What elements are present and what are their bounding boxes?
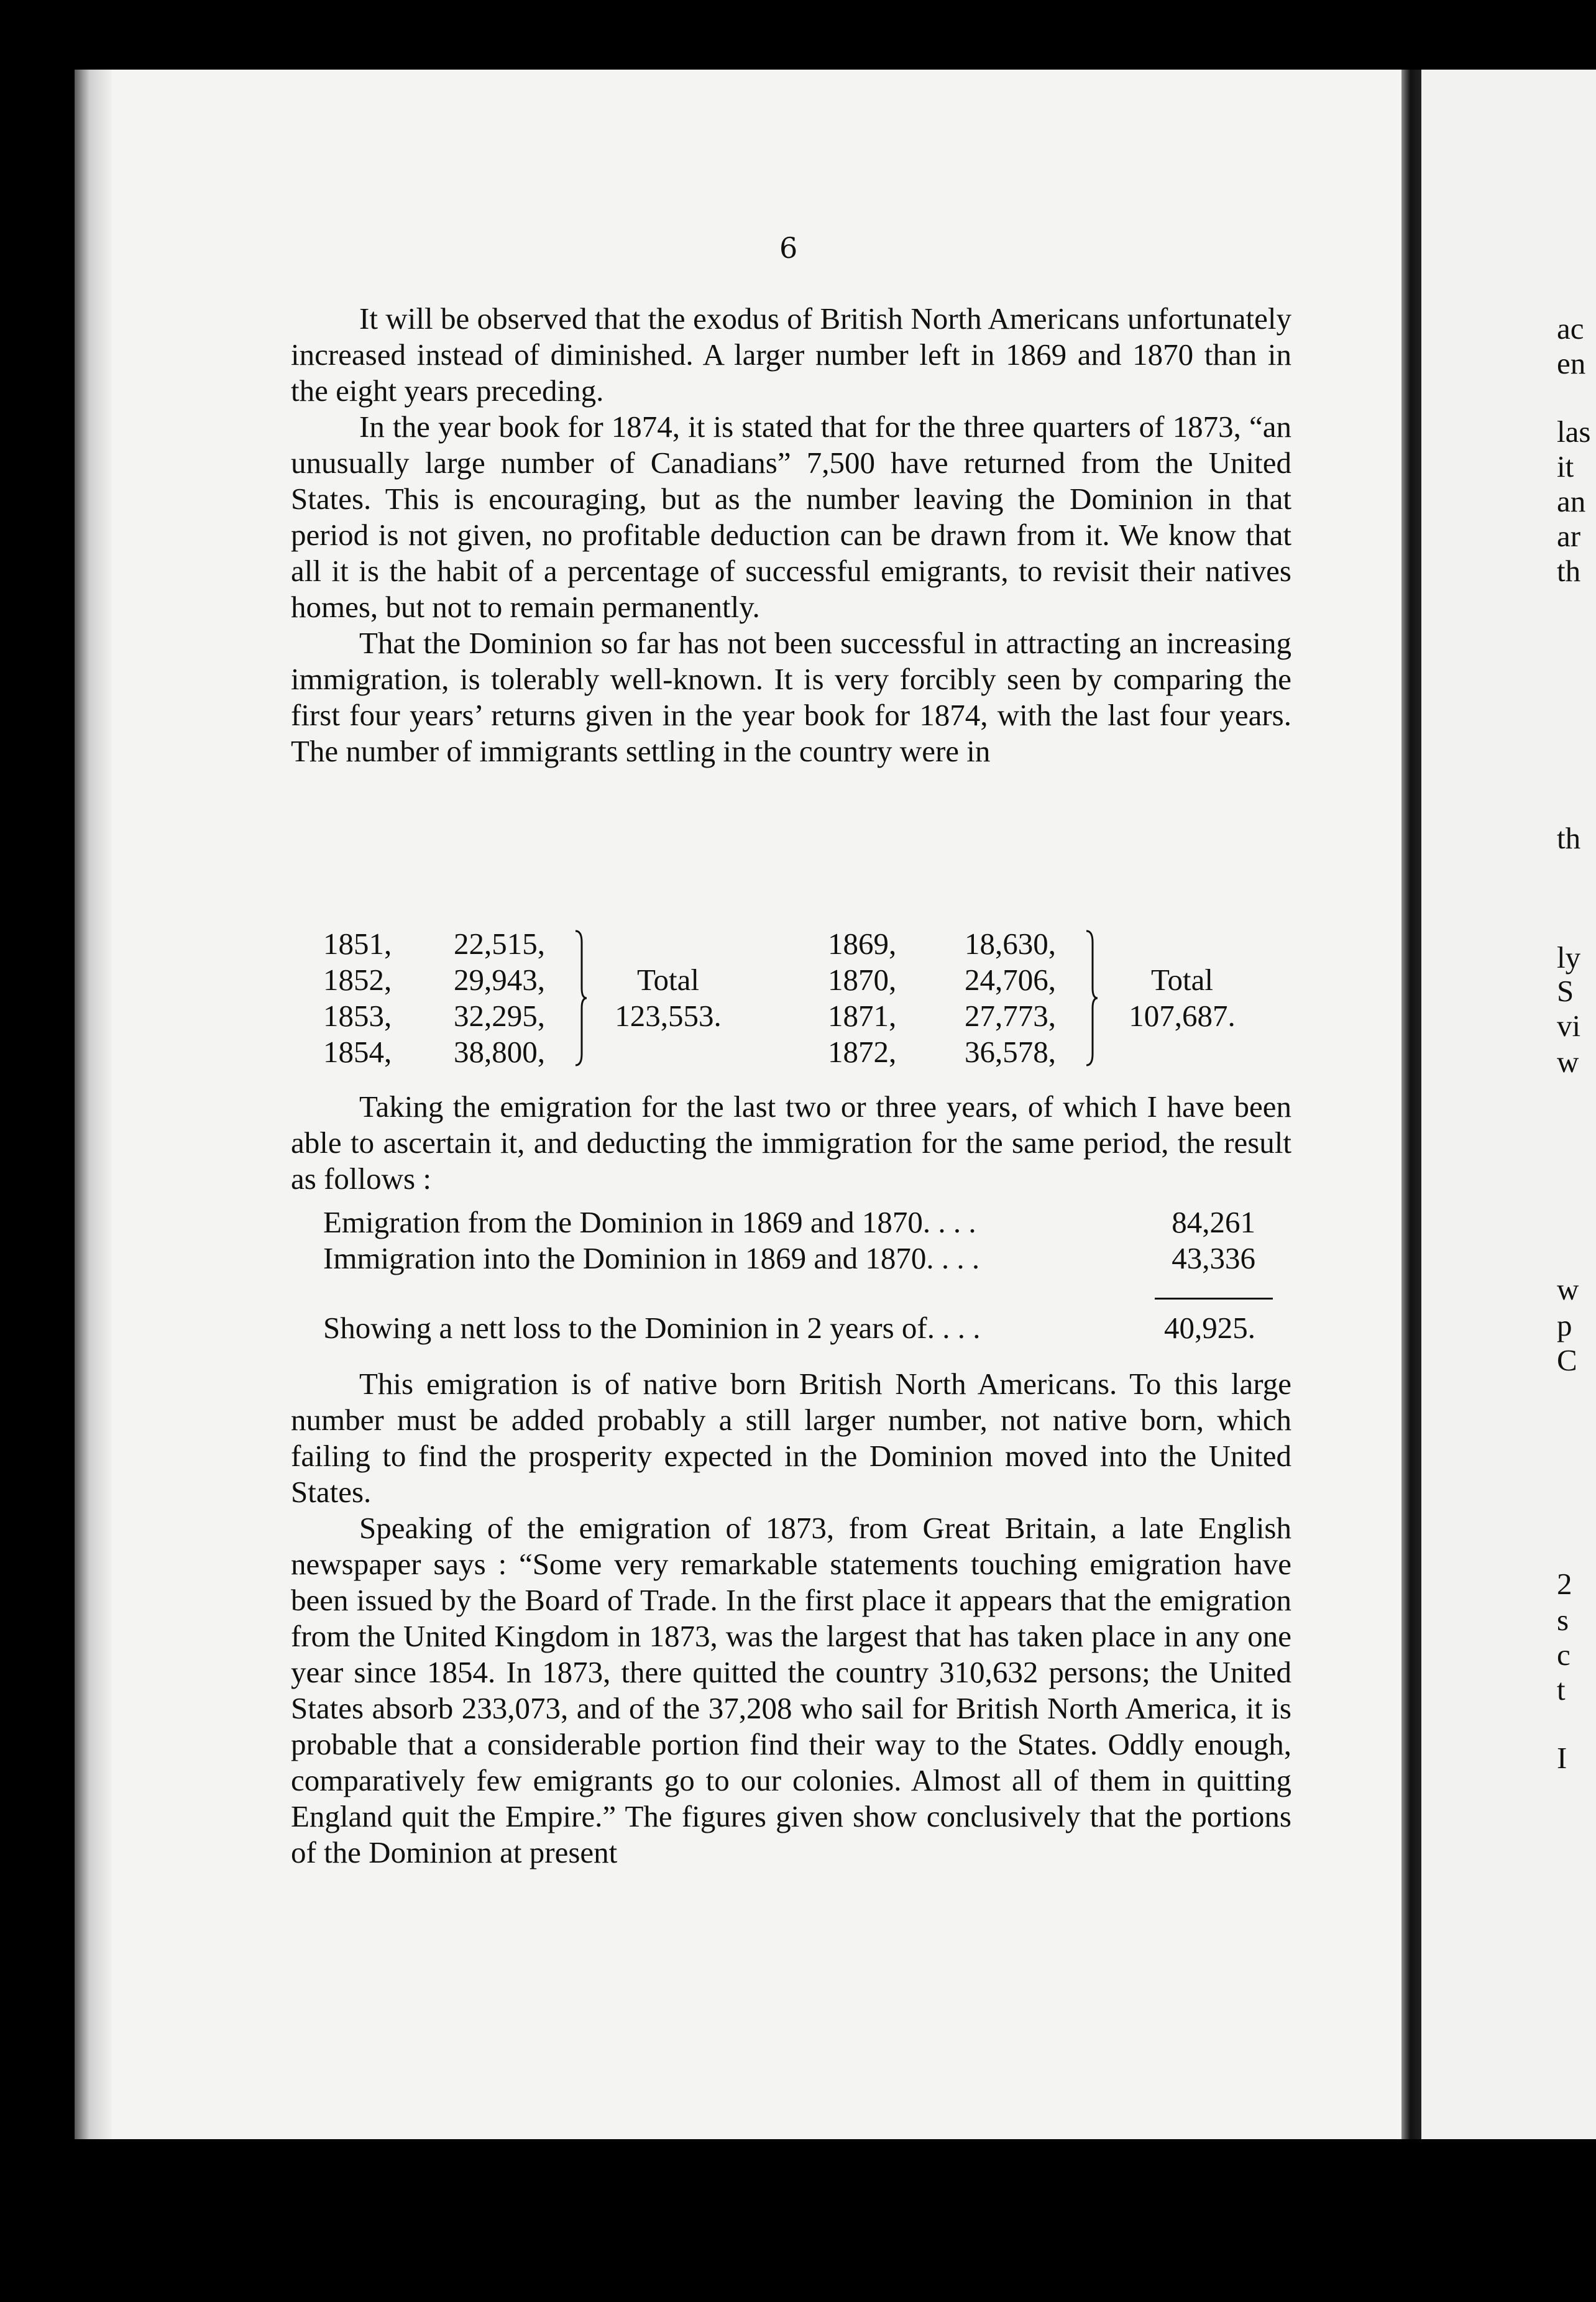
paragraph-newspaper-quote: Speaking of the emigration of 1873, from Great Britain, a late English newspaper says : “Some very remarkable statements touching emigration have been issued by the Board of Trade. In the first place it appears that the emigration from the United Kingdom in 1873, was the largest that has taken place in any one year since 1854. In 1873, there quitted the country 310,632 persons; the United States absorb 233,073, and of the 37,208 who sail for British North America, it is probable that a considerable portion find their way to the States. Oddly enough, comparatively few emigrants go to our colonies. Almost all of them in quitting England quit the Empire.” The figures given show conclusively that the portions of the Dominion at present — [291, 1511, 1291, 1869]
paragraph-immigration: That the Dominion so far has not been successful in attracting an increasing immigration, is tolerably well-known. It is very forcibly seen by comparing the first four years’ returns given in the year book for 1874, with the last four years. The number of immigrants settling in the country were in — [291, 626, 1291, 768]
table-cell: 1870, — [828, 963, 897, 997]
fragment: las — [1557, 415, 1591, 449]
summary-value: 43,336 — [1172, 1241, 1255, 1275]
table-last-four-years — [828, 926, 1275, 1075]
table-cell: 22,515, — [454, 927, 545, 961]
table-cell: 1852, — [323, 963, 392, 997]
table-left-years — [323, 926, 392, 1070]
summary-label: Immigration into the Dominion in 1869 and 1870. . . . — [323, 1241, 980, 1275]
brace-icon — [1084, 930, 1099, 1066]
table-left-total-value: 123,553. — [615, 999, 722, 1033]
emigration-summary — [323, 1204, 1255, 1345]
paragraph-emigration-intro: Taking the emigration for the last two or three years, of which I have been able to ascertain it, and deducting the immigration for the same period, the result as follows : — [291, 1089, 1291, 1196]
table-cell: 29,943, — [454, 963, 545, 997]
fragment: s — [1557, 1603, 1569, 1637]
table-first-four-years — [323, 926, 771, 1075]
table-right-values — [965, 926, 1056, 1070]
paragraph-emigration-intro-wrap — [291, 1089, 1291, 1197]
table-left-total-label: Total — [637, 963, 699, 997]
fragment: w — [1557, 1045, 1579, 1079]
fragment: t — [1557, 1672, 1566, 1707]
table-cell: 27,773, — [965, 999, 1056, 1033]
table-right-total-label: Total — [1151, 963, 1213, 997]
table-cell: 18,630, — [965, 927, 1056, 961]
table-cell: 1854, — [323, 1035, 392, 1069]
page-gutter — [1401, 70, 1421, 2139]
table-left-values — [454, 926, 545, 1070]
fragment: en — [1557, 346, 1586, 380]
immigration-tables — [323, 926, 1293, 1075]
fragment: w — [1557, 1272, 1579, 1306]
summary-value: 84,261 — [1172, 1205, 1255, 1239]
summary-row — [323, 1204, 1255, 1240]
table-cell: 1851, — [323, 927, 392, 961]
table-right-years — [828, 926, 896, 1070]
table-cell: 1872, — [828, 1035, 897, 1069]
closing-text — [291, 1366, 1291, 1871]
table-cell: 32,295, — [454, 999, 545, 1033]
fragment: ac — [1557, 311, 1584, 346]
table-right-total-value: 107,687. — [1129, 999, 1236, 1033]
fragment: vi — [1557, 1009, 1581, 1043]
binding-edge — [75, 70, 112, 2139]
fragment: it — [1557, 449, 1574, 484]
fragment: th — [1557, 554, 1581, 588]
summary-net-label: Showing a nett loss to the Dominion in 2 years of. . . . — [323, 1311, 981, 1345]
paragraph-exodus: It will be observed that the exodus of British North Americans unfortunately increased instead of diminished. A larger number left in 1869 and 1870 than in the eight years preceding. — [291, 301, 1291, 408]
fragment: I — [1557, 1741, 1567, 1775]
fragment: S — [1557, 974, 1574, 1008]
paragraph-native-born: This emigration is of native born British North Americans. To this large number must be added probably a still larger number, not native born, which failing to find the prosperity expected in the Dominion moved into the United States. — [291, 1367, 1291, 1509]
table-cell: 38,800, — [454, 1035, 545, 1069]
summary-net-row — [323, 1310, 1255, 1346]
fragment: th — [1557, 821, 1581, 855]
brace-icon — [573, 930, 588, 1066]
table-cell: 36,578, — [965, 1035, 1056, 1069]
opening-text — [291, 301, 1291, 769]
fragment: c — [1557, 1638, 1571, 1672]
summary-row — [323, 1240, 1255, 1277]
table-cell: 24,706, — [965, 963, 1056, 997]
page-number: 6 — [779, 231, 798, 265]
fragment: an — [1557, 484, 1586, 518]
table-cell: 1853, — [323, 999, 392, 1033]
summary-rule — [1155, 1298, 1273, 1300]
fragment: ar — [1557, 519, 1581, 553]
table-cell: 1871, — [828, 999, 897, 1033]
fragment: C — [1557, 1343, 1577, 1377]
summary-net-value: 40,925. — [1164, 1311, 1255, 1345]
fragment: 2 — [1557, 1567, 1572, 1601]
paragraph-year-book: In the year book for 1874, it is stated that for the three quarters of 1873, “an unusually large number of Canadians” 7,500 have returned from the United States. This is encouraging, but as the number leaving the Dominion in that period is not given, no profitable deduction can be drawn from it. We know that all it is the habit of a percentage of successful emigrants, to revisit their natives homes, but not to remain permanently. — [291, 410, 1291, 624]
fragment: ly — [1557, 940, 1581, 974]
table-cell: 1869, — [828, 927, 897, 961]
fragment: p — [1557, 1308, 1572, 1342]
summary-label: Emigration from the Dominion in 1869 and 1870. . . . — [323, 1205, 976, 1239]
